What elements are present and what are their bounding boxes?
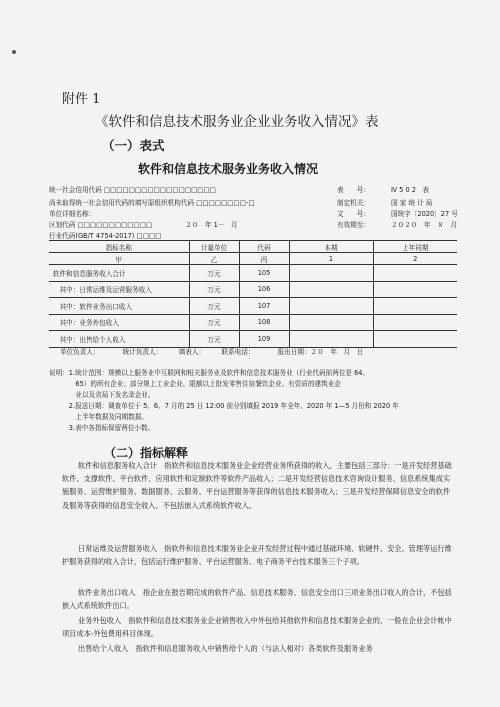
row-prior-year-value[interactable]: [373, 281, 457, 298]
definition-export-revenue: 软件业务出口收入 指企业在报告期完成的软件产品、信息技术服务、信息安全出口三项业务出口收入的合计，不包括嵌入式系统软件出口。: [62, 588, 452, 611]
row-current-value[interactable]: [289, 281, 373, 298]
header-doc-number: [337, 208, 458, 218]
header-valid-until-value: ２０２０ 年 ８ 月: [391, 221, 457, 229]
header-doc-number-value: 国统字〔2020〕27 号: [391, 210, 458, 218]
definition-paragraph: [62, 614, 457, 640]
row-unit: 万元: [189, 298, 239, 315]
definition-paragraph: [62, 642, 457, 655]
row-current-value[interactable]: [289, 298, 373, 315]
section-heading-definitions: （二）指标解释: [104, 446, 189, 460]
table-row: [49, 331, 457, 348]
note-line: 说明：1.统计范围：规模以上服务业中互联网和相关服务业及软件和信息技术服务业（行业代码前两位是 64、: [49, 369, 370, 377]
definition-paragraph: [62, 586, 457, 612]
definition-paragraph: [62, 542, 457, 568]
row-code: 105: [239, 265, 289, 282]
header-region-date: 区划代码 □□□□□□□□□□□□ ２０ 年 1－ 月: [49, 221, 238, 229]
row-current-value[interactable]: [289, 314, 373, 331]
note-line: 2.报送日期：调查单位于 5、6、7 月的 25 日 12:00 前分别填报 2019 年全年、2020 年 1—5 月份和 2020 年: [49, 402, 399, 410]
col-header-current: 本期: [289, 241, 373, 253]
definition-paragraph: [62, 459, 457, 512]
row-code: 107: [239, 298, 289, 315]
header-authority: [337, 197, 433, 207]
col-header-code: 代码: [239, 241, 289, 253]
revenue-table: [49, 240, 457, 348]
table-row: [49, 314, 457, 331]
subheader-cell: 甲: [49, 253, 189, 265]
row-prior-year-value[interactable]: [373, 331, 457, 348]
row-prior-year-value[interactable]: [373, 265, 457, 282]
document-title: 《软件和信息技术服务业企业业务收入情况》表: [95, 114, 379, 130]
row-unit: 万元: [189, 331, 239, 348]
row-indicator-name: 其中：软件业务出口收入: [49, 298, 189, 315]
row-prior-year-value[interactable]: [373, 298, 457, 315]
table-row: [49, 281, 457, 298]
header-valid-until: [337, 219, 457, 229]
signature-line: 单位负责人： 统计负责人： 填表人： 联系电话： 报出日期：２０ 年 月 日: [60, 348, 364, 356]
note-line: 65）的所有企业；部分规上工业企业、限额以上批发零售住宿餐饮企业、有资质的建筑业企: [49, 380, 341, 388]
row-indicator-name: 软件和信息服务收入合计: [49, 265, 189, 282]
row-indicator-name: 其中：日常运维及运营服务收入: [49, 281, 189, 298]
subheader-cell: 2: [373, 253, 457, 265]
row-prior-year-value[interactable]: [373, 314, 457, 331]
header-doc-number-label: 文 号：: [337, 210, 370, 218]
header-authority-label: 制定机关：: [337, 199, 370, 207]
table-header-row: [49, 241, 457, 253]
header-org-code: 尚未取得统一社会信用代码的填写原组织机构代码 □□□□□□□□-□: [49, 199, 255, 207]
subheader-cell: 乙: [189, 253, 239, 265]
table-subheader-row: [49, 253, 457, 265]
form-title: 软件和信息技术服务业务收入情况: [138, 162, 319, 176]
attachment-label: 附件 1: [62, 92, 101, 107]
table-row: [49, 265, 457, 282]
row-unit: 万元: [189, 265, 239, 282]
header-valid-until-label: 有效期至：: [337, 221, 370, 229]
table-row: [49, 298, 457, 315]
header-unit-name: 单位详细名称：: [49, 210, 96, 218]
row-unit: 万元: [189, 314, 239, 331]
scan-dot: [12, 50, 16, 54]
note-line: 上半年数据及同期数据。: [49, 413, 148, 421]
header-form-number: [337, 184, 430, 194]
subheader-cell: 丙: [239, 253, 289, 265]
row-code: 109: [239, 331, 289, 348]
row-current-value[interactable]: [289, 331, 373, 348]
row-code: 108: [239, 314, 289, 331]
header-form-number-label: 表 号：: [337, 186, 370, 194]
header-form-number-value: Ⅳ 5 0 2 表: [391, 186, 430, 194]
header-authority-value: 国 家 统 计 局: [391, 199, 433, 207]
section-heading-form: （一）表式: [102, 138, 165, 153]
col-header-unit: 计量单位: [189, 241, 239, 253]
definition-total-revenue: 软件和信息服务收入合计 指软件和信息技术服务业企业经营业务所获得的收入，主要包括三部分：一是开发经营基础软件、支撑软件、平台软件、应用软件和定制软件等软件产品收入；二是开发经营信息技术咨询设计服务、信息系统集成实施服务、运营维护服务、数据服务、云服务、平台运营服务等获得的信息技术服务收入；三是开发经营保障信息安全的软件及服务等获得的信息安全收入。不包括嵌入式系统软件收入。: [62, 461, 452, 510]
subheader-cell: 1: [289, 253, 373, 265]
row-unit: 万元: [189, 281, 239, 298]
row-code: 106: [239, 281, 289, 298]
note-line: 业以及省局下发名录企业。: [49, 391, 155, 399]
col-header-prior-year: 上年同期: [373, 241, 457, 253]
definition-individual-revenue: 出售给个人收入 指软件和信息服务收入中销售给个人的（与法人相对）各类软件及服务业务: [78, 644, 373, 653]
row-indicator-name: 其中：业务外包收入: [49, 314, 189, 331]
header-industry-code: 行业代码(GB/T 4754-2017) □□□□: [49, 232, 162, 240]
col-header-indicator: 指标名称: [49, 241, 189, 253]
note-line: 3.表中各指标保留两位小数。: [49, 424, 155, 432]
header-credit-code: 统一社会信用代码 □□□□□□□□□□□□□□□□□□: [49, 186, 216, 194]
definition-ops-revenue: 日常运维及运营服务收入 指软件和信息技术服务业企业开发经营过程中通过基础环境、软硬件、安全、管理等运行维护服务获得的收入合计，包括运行维护服务、平台运营服务、电子商务平台技术服务三个子项。: [62, 544, 452, 567]
definition-outsourcing-revenue: 业务外包收入 指软件和信息技术服务业企业销售收入中外包给其他软件和信息技术服务企业的，一般在企业会计帐中项目成本-外包费用科目体现。: [62, 616, 452, 639]
row-indicator-name: 其中：出售给个人收入: [49, 331, 189, 348]
row-current-value[interactable]: [289, 265, 373, 282]
